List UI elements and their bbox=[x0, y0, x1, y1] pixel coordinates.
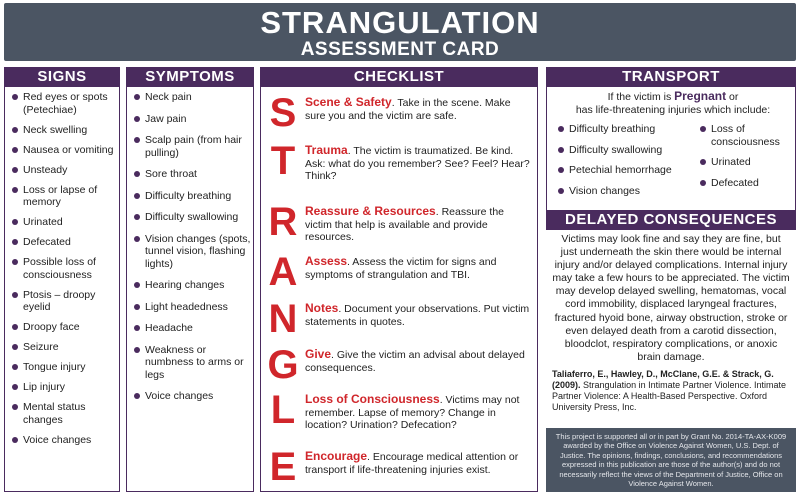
list-item: Seizure bbox=[9, 341, 117, 354]
mnemonic-letter: L bbox=[270, 388, 296, 432]
checklist-keyword: Assess bbox=[305, 254, 348, 268]
signs-list bbox=[9, 91, 117, 446]
symptoms-column bbox=[126, 67, 254, 492]
symptoms-heading: SYMPTOMS bbox=[126, 67, 254, 87]
list-item: Defecated bbox=[9, 236, 117, 249]
checklist-item bbox=[265, 299, 533, 345]
checklist-keyword: Give bbox=[305, 347, 332, 361]
list-item: Voice changes bbox=[131, 390, 251, 403]
checklist-text: . Victims may not remember. Lapse of memory? Change in location? Urination? Defecation? bbox=[305, 394, 520, 432]
citation bbox=[546, 364, 796, 413]
checklist-text: . Take in the scene. Make sure you and the victim are safe. bbox=[305, 97, 511, 122]
intro-text: has life-threatening injuries which include: bbox=[575, 104, 771, 116]
list-item: Urinated bbox=[697, 156, 787, 169]
checklist-item bbox=[265, 447, 533, 489]
checklist-item bbox=[265, 141, 533, 202]
list-item: Scalp pain (from hair pulling) bbox=[131, 134, 251, 159]
card-subtitle: ASSESSMENT CARD bbox=[300, 39, 500, 60]
symptoms-list bbox=[131, 91, 251, 403]
mnemonic-letter: G bbox=[267, 343, 299, 387]
list-item: Difficulty swallowing bbox=[131, 211, 251, 224]
checklist-keyword: Trauma bbox=[305, 143, 348, 157]
checklist-item bbox=[265, 93, 533, 141]
checklist-text: . Document your observations. Put victim statements in quotes. bbox=[305, 303, 530, 328]
list-item: Nausea or vomiting bbox=[9, 144, 117, 157]
list-item: Mental status changes bbox=[9, 401, 117, 426]
checklist-keyword: Scene & Safety bbox=[305, 95, 392, 109]
intro-text: or bbox=[726, 91, 739, 103]
checklist-item bbox=[265, 202, 533, 252]
card-header bbox=[4, 3, 796, 61]
list-item: Neck swelling bbox=[9, 124, 117, 137]
list-item: Difficulty breathing bbox=[555, 123, 697, 136]
checklist-text: . Assess the victim for signs and symptoms of strangulation and TBI. bbox=[305, 256, 497, 281]
citation-authors: Taliaferro, E., Hawley, D., McClane, G.E. & Strack, G. (2009). bbox=[552, 368, 774, 390]
signs-column bbox=[4, 67, 120, 492]
list-item: Lip injury bbox=[9, 381, 117, 394]
list-item: Urinated bbox=[9, 216, 117, 229]
transport-heading: TRANSPORT bbox=[546, 67, 796, 87]
checklist-item bbox=[265, 252, 533, 299]
list-item: Jaw pain bbox=[131, 113, 251, 126]
mnemonic-letter: R bbox=[268, 200, 298, 244]
checklist-text: . Encourage medical attention or transport if life-threatening injuries exist. bbox=[305, 451, 519, 476]
transport-column bbox=[546, 67, 796, 211]
list-item: Droopy face bbox=[9, 321, 117, 334]
list-item: Difficulty breathing bbox=[131, 190, 251, 203]
delayed-heading: DELAYED CONSEQUENCES bbox=[546, 210, 796, 230]
checklist-keyword: Notes bbox=[305, 301, 339, 315]
citation-source: Strangulation in Intimate Partner Violence. Intimate Partner Violence: A Health-Based Perspective. Oxford University Press, Inc. bbox=[552, 379, 786, 412]
transport-list-right bbox=[697, 123, 787, 205]
mnemonic-letter: S bbox=[269, 91, 297, 135]
list-item: Defecated bbox=[697, 177, 787, 190]
delayed-consequences-section bbox=[546, 210, 796, 492]
list-item: Petechial hemorrhage bbox=[555, 164, 697, 177]
list-item: Vision changes bbox=[555, 185, 697, 198]
list-item: Tongue injury bbox=[9, 361, 117, 374]
list-item: Loss of consciousness bbox=[697, 123, 787, 148]
transport-intro bbox=[555, 90, 791, 117]
pregnant-label: Pregnant bbox=[674, 89, 727, 103]
list-item: Unsteady bbox=[9, 164, 117, 177]
checklist-text: . Give the victim an advisal about delayed consequences. bbox=[305, 349, 525, 374]
list-item: Light headedness bbox=[131, 301, 251, 314]
checklist-text: . Reassure the victim that help is available and provide resources. bbox=[305, 206, 505, 244]
card-title: STRANGULATION bbox=[260, 5, 540, 40]
checklist-column bbox=[260, 67, 538, 492]
list-item: Neck pain bbox=[131, 91, 251, 104]
list-item: Possible loss of consciousness bbox=[9, 256, 117, 281]
mnemonic-letter: A bbox=[268, 250, 298, 294]
checklist-keyword: Loss of Consciousness bbox=[305, 392, 440, 406]
list-item: Difficulty swallowing bbox=[555, 144, 697, 157]
signs-heading: SIGNS bbox=[4, 67, 120, 87]
list-item: Vision changes (spots, tunnel vision, flashing lights) bbox=[131, 233, 251, 271]
transport-list-left bbox=[555, 123, 697, 205]
list-item: Loss or lapse of memory bbox=[9, 184, 117, 209]
list-item: Sore throat bbox=[131, 168, 251, 181]
mnemonic-letter: N bbox=[268, 297, 298, 341]
list-item: Headache bbox=[131, 322, 251, 335]
list-item: Red eyes or spots (Petechiae) bbox=[9, 91, 117, 116]
list-item: Weakness or numbness to arms or legs bbox=[131, 344, 251, 382]
mnemonic-letter: T bbox=[270, 139, 296, 183]
checklist-keyword: Reassure & Resources bbox=[305, 204, 436, 218]
delayed-body: Victims may look fine and say they are fine, but just underneath the skin there would be internal injury and/or delayed complications. Internal injury may take a few hours to be appreciated. The victim may develop delayed swelling, hematomas, vocal cord immobility, displaced laryngeal fractures, fractured hyoid bone, airway obstruction, stroke or even delayed death from a carotid dissection, bloodclot, respiratory complications, or anoxic brain damage. bbox=[552, 233, 790, 363]
intro-text: If the victim is bbox=[607, 91, 675, 103]
checklist-item bbox=[265, 390, 533, 447]
list-item: Ptosis – droopy eyelid bbox=[9, 289, 117, 314]
mnemonic-letter: E bbox=[269, 445, 297, 489]
grant-disclaimer: This project is supported all or in part by Grant No. 2014-TA-AX-K009 awarded by the Office on Violence Against Women, U.S. Dept. of Justice. The opinions, findings, conclusions, and recommendations expressed in this publication are those of the author(s) and do not necessarily reflect the views of the Department of Justice, Office on Violence Against Women. bbox=[546, 428, 796, 492]
checklist-keyword: Encourage bbox=[305, 449, 368, 463]
list-item: Voice changes bbox=[9, 434, 117, 447]
checklist-heading: CHECKLIST bbox=[260, 67, 538, 87]
checklist-text: . The victim is traumatized. Be kind. Ask: what do you remember? See? Feel? Hear? Think? bbox=[305, 145, 530, 183]
checklist-item bbox=[265, 345, 533, 390]
list-item: Hearing changes bbox=[131, 279, 251, 292]
